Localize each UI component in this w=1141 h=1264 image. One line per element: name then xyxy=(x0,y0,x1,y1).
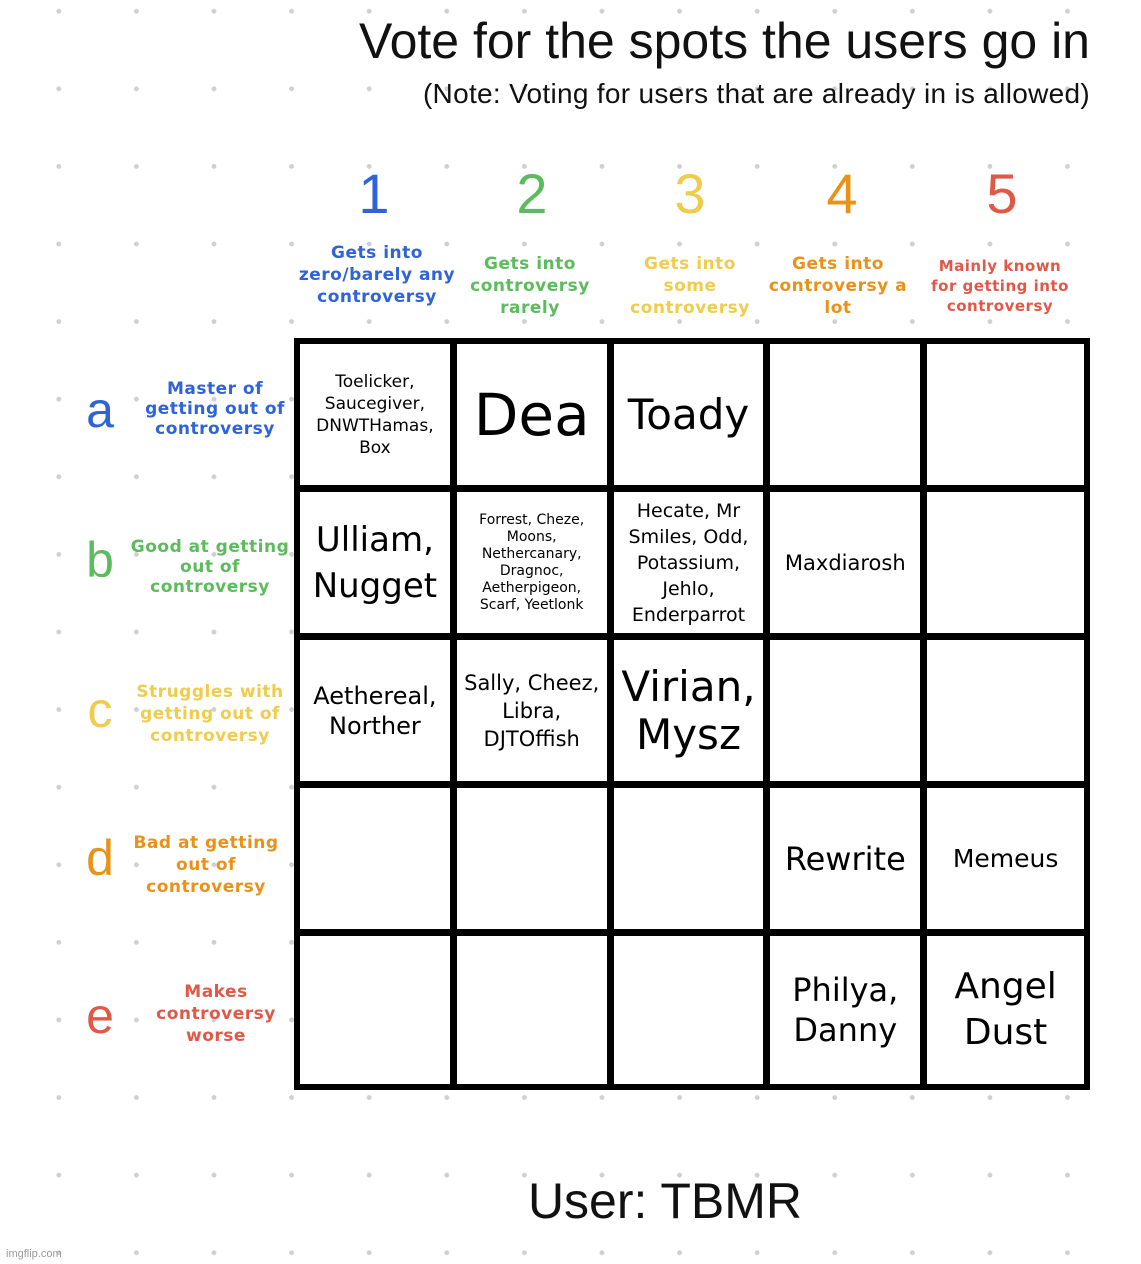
column-desc-4: Gets into controversy a lot xyxy=(768,254,908,318)
cell-e5: Angel Dust xyxy=(954,966,1057,1053)
cell-e2 xyxy=(457,936,614,1084)
cell-a5 xyxy=(927,344,1084,492)
row-letter-b: b xyxy=(86,532,114,588)
column-desc-1: Gets into zero/barely any controversy xyxy=(298,243,456,307)
cell-d1 xyxy=(300,788,457,936)
row-desc-c: Struggles with getting out of controversy xyxy=(136,682,284,746)
column-number-1: 1 xyxy=(358,162,390,225)
column-number-5: 5 xyxy=(986,162,1018,225)
column-desc-3: Gets into some controversy xyxy=(630,254,750,318)
cell-a4 xyxy=(770,344,927,492)
cell-e3 xyxy=(614,936,771,1084)
cell-b4: Maxdiarosh xyxy=(770,492,927,640)
cell-c4 xyxy=(770,640,927,788)
row-letter-d: d xyxy=(86,830,114,886)
page-subtitle: (Note: Voting for users that are already in is allowed) xyxy=(422,78,1090,109)
cell-c3: Virian, Mysz xyxy=(614,640,771,788)
row-letter-e: e xyxy=(86,988,114,1044)
cell-e1 xyxy=(300,936,457,1084)
row-desc-e: Makes controversy worse xyxy=(156,982,276,1046)
row-desc-b: Good at getting out of controversy xyxy=(130,537,290,597)
tier-grid xyxy=(294,338,1090,1090)
footer-user: User: TBMR xyxy=(527,1173,803,1229)
watermark: imgflip.com xyxy=(6,1248,62,1260)
cell-d5: Memeus xyxy=(927,788,1084,936)
column-desc-5: Mainly known for getting into controversy xyxy=(931,257,1069,315)
cell-d4: Rewrite xyxy=(770,788,927,936)
cell-b1: Ulliam, Nugget xyxy=(300,492,457,640)
row-desc-a: Master of getting out of controversy xyxy=(145,379,285,439)
cell-a3: Toady xyxy=(614,344,771,492)
page-title: Vote for the spots the users go in xyxy=(358,13,1090,69)
column-number-4: 4 xyxy=(826,162,858,225)
cell-d3 xyxy=(614,788,771,936)
cell-b3: Hecate, Mr Smiles, Odd, Potassium, Jehlo, Enderparrot xyxy=(614,492,771,640)
cell-b2: Forrest, Cheze, Moons, Nethercanary, Dragnoc, Aetherpigeon, Scarf, Yeetlonk xyxy=(457,492,614,640)
cell-d2 xyxy=(457,788,614,936)
cell-e4: Philya, Danny xyxy=(770,936,927,1084)
cell-c1: Aethereal, Norther xyxy=(300,640,457,788)
row-desc-d: Bad at getting out of controversy xyxy=(133,833,279,897)
column-number-2: 2 xyxy=(516,162,548,225)
cell-a2: Dea xyxy=(457,344,614,492)
row-letter-a: a xyxy=(86,382,114,438)
cell-c5 xyxy=(927,640,1084,788)
cell-a1: Toelicker, Saucegiver, DNWTHamas, Box xyxy=(300,344,457,492)
column-number-3: 3 xyxy=(674,162,706,225)
column-desc-2: Gets into controversy rarely xyxy=(470,254,590,318)
cell-b5 xyxy=(927,492,1084,640)
row-letter-c: c xyxy=(87,682,113,738)
cell-c2: Sally, Cheez, Libra, DJTOffish xyxy=(457,640,614,788)
